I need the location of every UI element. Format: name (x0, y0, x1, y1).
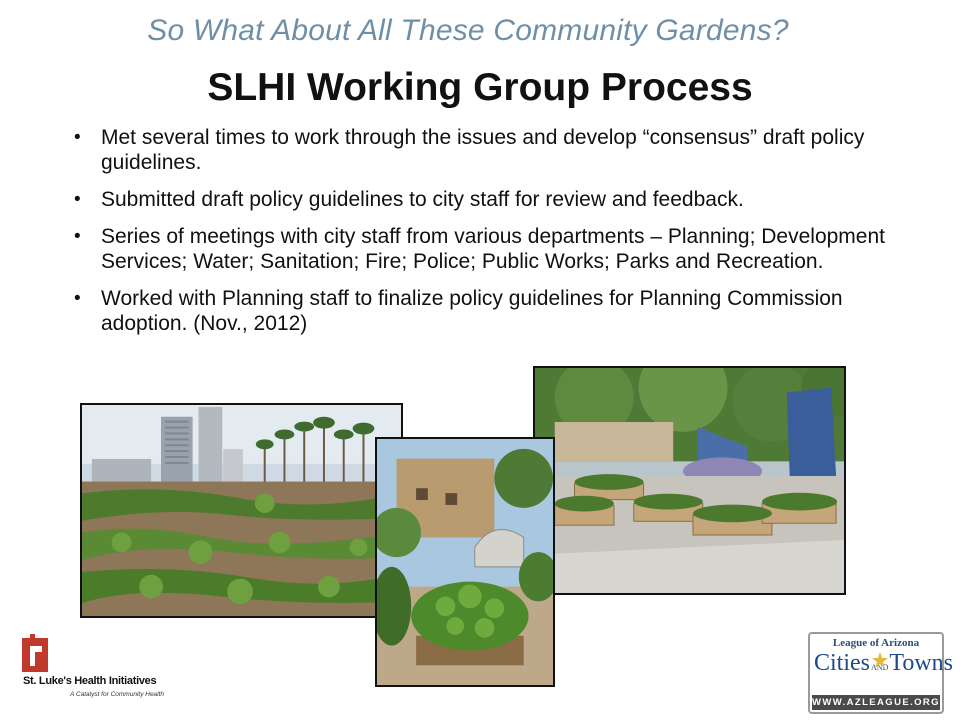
bullet-text: Met several times to work through the issues and develop “consensus” draft policy guidelines. (101, 126, 865, 174)
slhi-name: St. Luke's Health Initiatives (23, 675, 157, 687)
bullet-list (74, 125, 894, 348)
photo-garden-planters-icon (535, 368, 844, 593)
bullet-dot-icon: • (74, 288, 81, 309)
bullet-dot-icon: • (74, 127, 81, 148)
azleague-top-text: League of Arizona (832, 637, 920, 649)
photo-garden-raised-bed-icon (377, 439, 553, 685)
slhi-logo (10, 632, 175, 712)
slhi-tagline: A Catalyst for Community Health (70, 691, 165, 698)
bullet-text: Submitted draft policy guidelines to city staff for review and feedback. (101, 188, 744, 211)
azleague-cities: Cities (814, 650, 871, 676)
star-icon (872, 652, 888, 668)
slide-supertitle: So What About All These Community Gardens? (147, 14, 789, 47)
bullet-item (74, 187, 894, 212)
planter-boxes-photo (533, 366, 846, 595)
azleague-url: WWW.AZLEAGUE.ORG (812, 697, 940, 708)
slide-title: SLHI Working Group Process (207, 66, 753, 109)
bullet-text: Worked with Planning staff to finalize policy guidelines for Planning Commission adoption. (Nov., 2012) (101, 287, 843, 335)
azleague-towns: Towns (889, 650, 954, 676)
bullet-dot-icon: • (74, 226, 81, 247)
azleague-logo (808, 632, 954, 714)
raised-bed-photo (375, 437, 555, 687)
azleague-and: AND (871, 663, 889, 672)
bullet-text: Series of meetings with city staff from various departments – Planning; Development Services; Water; Sanitation; Fire; Police; Public Works; Parks and Recreation. (101, 225, 885, 273)
bullet-item (74, 286, 894, 336)
bullet-item (74, 125, 894, 175)
bullet-dot-icon: • (74, 189, 81, 210)
slhi-emblem-icon (20, 632, 80, 677)
bullet-item (74, 224, 894, 274)
garden-skyline-photo (80, 403, 403, 618)
photo-garden-skyline-icon (82, 405, 401, 616)
